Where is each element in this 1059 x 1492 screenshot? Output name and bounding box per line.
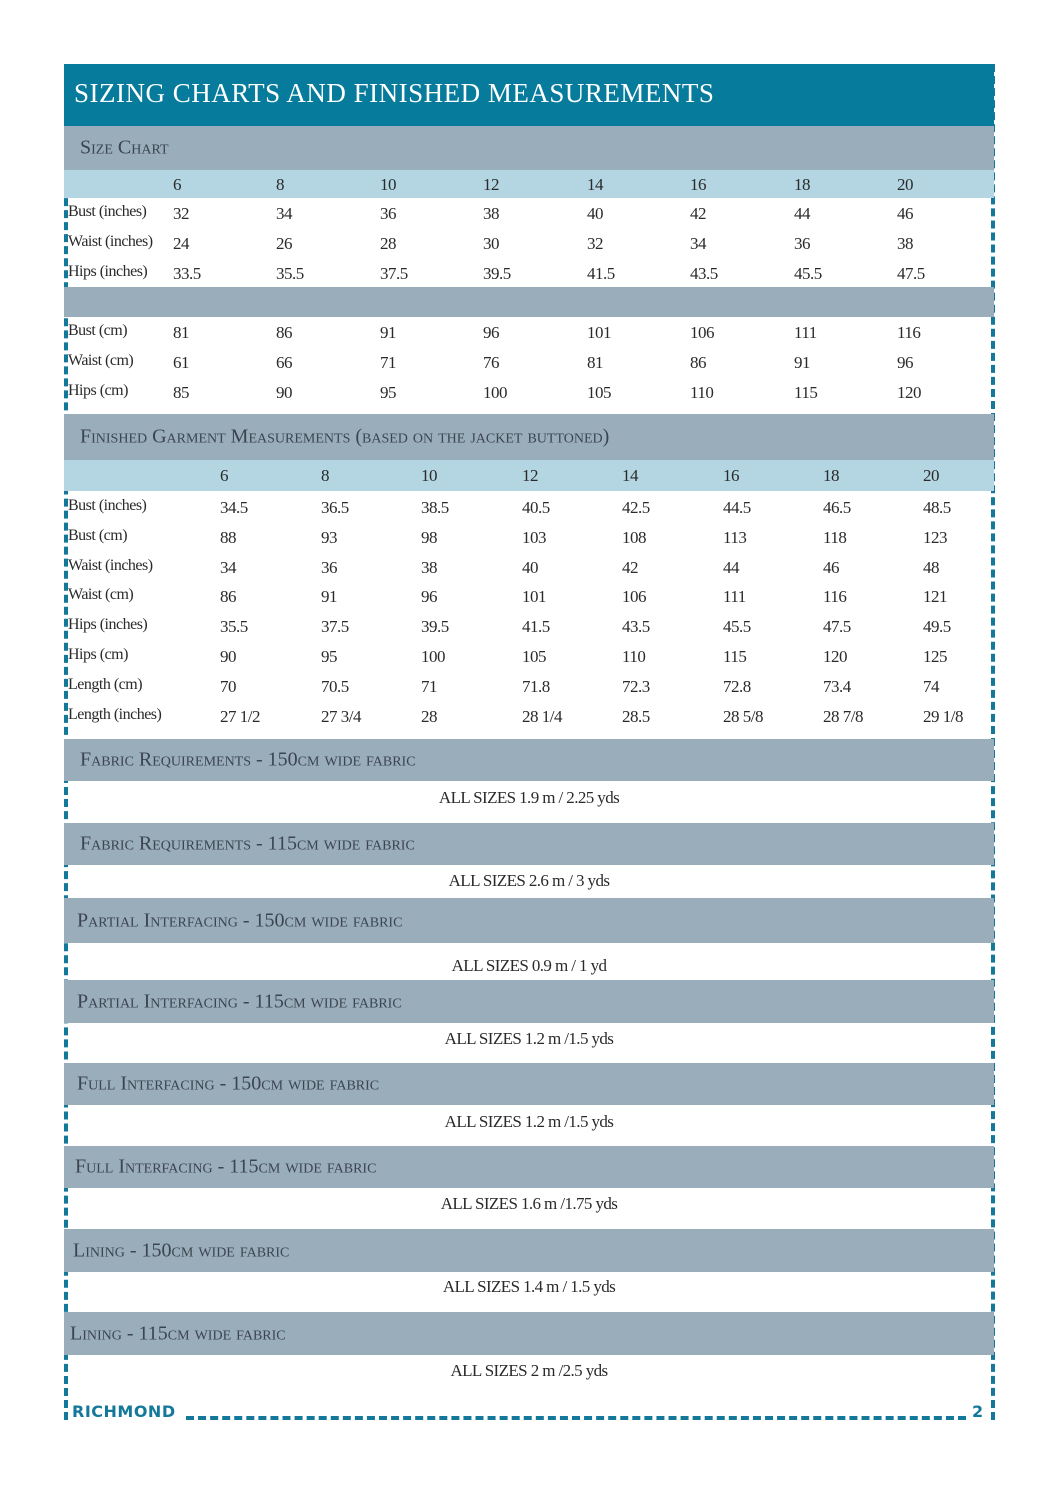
- row-label: Hips (inches): [68, 263, 148, 280]
- table-cell: 101: [587, 323, 611, 342]
- table-cell: 108: [622, 527, 646, 547]
- finished-heading-band: [64, 414, 994, 460]
- table-cell: 28: [421, 706, 437, 726]
- table-cell: 38: [897, 234, 913, 253]
- requirement-heading: Lining - 150cm wide fabric: [73, 1239, 290, 1261]
- page-title: SIZING CHARTS AND FINISHED MEASUREMENTS: [74, 78, 715, 108]
- table-cell: 40.5: [522, 498, 550, 517]
- table-cell: 116: [823, 587, 847, 607]
- table-cell: 120: [823, 647, 847, 666]
- frame-bottom-edge: [186, 1416, 966, 1420]
- table-cell: 34: [220, 557, 236, 577]
- table-cell: 47.5: [897, 264, 925, 283]
- table-cell: 85: [173, 383, 189, 402]
- size-chart-heading: Size Chart: [80, 136, 169, 159]
- table-cell: 96: [421, 587, 437, 607]
- page-number: 2: [972, 1402, 984, 1421]
- table-cell: 32: [173, 204, 189, 223]
- table-cell: 81: [173, 323, 189, 342]
- table-cell: 28 7/8: [823, 706, 863, 726]
- row-label: Waist (inches): [68, 556, 153, 574]
- table-cell: 96: [897, 353, 913, 372]
- row-label: Waist (cm): [68, 352, 134, 369]
- size-chart-heading-band: [64, 126, 994, 170]
- table-cell: 38: [421, 557, 437, 577]
- size-header-cell: 8: [276, 175, 284, 194]
- table-cell: 100: [483, 383, 507, 402]
- table-cell: 42: [690, 204, 706, 223]
- table-cell: 110: [622, 647, 646, 666]
- table-cell: 36: [321, 557, 337, 577]
- table-cell: 34: [276, 204, 292, 223]
- table-cell: 39.5: [483, 264, 511, 283]
- table-cell: 26: [276, 234, 292, 253]
- table-cell: 90: [220, 647, 236, 666]
- table-cell: 74: [923, 676, 939, 696]
- size-header-cell: 18: [823, 466, 839, 485]
- table-cell: 44: [723, 557, 739, 577]
- requirement-heading: Full Interfacing - 115cm wide fabric: [75, 1155, 377, 1178]
- size-header-cell: 14: [587, 175, 603, 194]
- table-cell: 39.5: [421, 617, 449, 637]
- table-cell: 35.5: [276, 264, 304, 283]
- table-cell: 42: [622, 557, 638, 577]
- table-cell: 81: [587, 353, 603, 372]
- row-label: Bust (cm): [68, 526, 128, 544]
- row-label: Bust (cm): [68, 322, 128, 339]
- requirement-heading: Full Interfacing - 150cm wide fabric: [77, 1072, 380, 1095]
- table-cell: 43.5: [690, 264, 718, 283]
- table-cell: 125: [923, 647, 947, 666]
- table-cell: 91: [321, 587, 337, 607]
- table-cell: 86: [690, 353, 706, 372]
- table-cell: 43.5: [622, 617, 650, 637]
- table-cell: 86: [276, 323, 292, 342]
- size-header-cell: 10: [380, 175, 396, 194]
- table-cell: 88: [220, 527, 236, 547]
- requirement-heading-band: [64, 1146, 994, 1188]
- requirement-heading: Partial Interfacing - 150cm wide fabric: [77, 909, 403, 931]
- table-cell: 44.5: [723, 498, 751, 517]
- table-cell: 46.5: [823, 498, 851, 517]
- table-cell: 24: [173, 234, 189, 253]
- requirement-heading: Fabric Requirements - 150cm wide fabric: [80, 748, 416, 771]
- table-cell: 91: [794, 353, 810, 372]
- table-cell: 61: [173, 353, 189, 372]
- requirement-value: ALL SIZES 2.6 m / 3 yds: [448, 871, 610, 890]
- size-header-cell: 8: [321, 466, 329, 485]
- table-cell: 98: [421, 527, 437, 547]
- size-header-cell: 20: [897, 175, 913, 194]
- requirement-value: ALL SIZES 1.2 m /1.5 yds: [444, 1112, 614, 1131]
- table-cell: 71: [380, 353, 396, 372]
- table-cell: 42.5: [622, 498, 650, 517]
- row-label: Hips (cm): [68, 646, 128, 663]
- table-cell: 37.5: [380, 264, 408, 283]
- requirement-value: ALL SIZES 2 m /2.5 yds: [450, 1361, 608, 1380]
- table-cell: 93: [321, 527, 337, 547]
- table-cell: 70: [220, 676, 236, 696]
- table-cell: 36: [794, 234, 810, 253]
- requirement-value: ALL SIZES 1.2 m /1.5 yds: [444, 1029, 614, 1048]
- table-cell: 29 1/8: [923, 706, 963, 726]
- requirement-heading-band: [64, 739, 994, 781]
- table-cell: 38.5: [421, 498, 449, 517]
- table-cell: 105: [587, 383, 611, 402]
- table-cell: 48.5: [923, 498, 951, 517]
- table-cell: 41.5: [522, 617, 550, 637]
- requirement-heading-band: [64, 1063, 994, 1105]
- size-header-cell: 12: [522, 466, 538, 485]
- requirement-heading-band: [64, 1312, 994, 1355]
- table-cell: 120: [897, 383, 921, 402]
- table-cell: 72.3: [622, 676, 650, 696]
- table-cell: 105: [522, 647, 546, 666]
- table-cell: 95: [321, 647, 337, 666]
- table-cell: 106: [690, 323, 714, 342]
- requirement-value: ALL SIZES 1.4 m / 1.5 yds: [442, 1277, 616, 1296]
- table-cell: 100: [421, 647, 445, 666]
- table-cell: 35.5: [220, 617, 248, 637]
- table-cell: 118: [823, 527, 847, 547]
- table-cell: 116: [897, 323, 921, 342]
- table-cell: 115: [723, 647, 747, 666]
- size-header-cell: 6: [220, 466, 228, 485]
- table-cell: 71.8: [522, 676, 550, 696]
- row-label: Hips (inches): [68, 616, 148, 634]
- table-cell: 28: [380, 234, 396, 253]
- table-cell: 45.5: [794, 264, 822, 283]
- table-cell: 73.4: [823, 676, 851, 696]
- table-cell: 38: [483, 204, 499, 223]
- table-cell: 47.5: [823, 617, 851, 637]
- table-cell: 86: [220, 587, 236, 607]
- table-cell: 76: [483, 353, 499, 372]
- table-cell: 34: [690, 234, 706, 253]
- table-cell: 37.5: [321, 617, 349, 637]
- row-label: Length (cm): [68, 675, 143, 693]
- row-label: Waist (inches): [68, 233, 153, 250]
- requirement-heading: Fabric Requirements - 115cm wide fabric: [80, 832, 415, 855]
- table-cell: 33.5: [173, 264, 201, 283]
- requirement-heading: Lining - 115cm wide fabric: [70, 1322, 286, 1344]
- table-cell: 46: [823, 557, 839, 577]
- table-cell: 30: [483, 234, 499, 253]
- table-cell: 103: [522, 527, 546, 547]
- table-cell: 41.5: [587, 264, 615, 283]
- finished-heading: Finished Garment Measurements (based on the jacket buttoned): [80, 425, 610, 448]
- table-cell: 48: [923, 557, 939, 577]
- richmond-logo: RICHMOND: [72, 1402, 176, 1421]
- table-cell: 106: [622, 587, 646, 607]
- size-chart-separator-band: [64, 287, 994, 317]
- table-cell: 32: [587, 234, 603, 253]
- table-cell: 36: [380, 204, 396, 223]
- table-cell: 71: [421, 676, 437, 696]
- table-cell: 44: [794, 204, 810, 223]
- table-cell: 34.5: [220, 498, 248, 517]
- table-cell: 111: [723, 587, 746, 607]
- requirement-heading: Partial Interfacing - 115cm wide fabric: [77, 990, 402, 1012]
- table-cell: 40: [587, 204, 603, 223]
- table-cell: 111: [794, 323, 817, 342]
- size-header-cell: 6: [173, 175, 181, 194]
- table-cell: 91: [380, 323, 396, 342]
- table-cell: 113: [723, 527, 747, 547]
- requirement-heading-band: [64, 980, 994, 1023]
- row-label: Waist (cm): [68, 586, 134, 604]
- table-cell: 70.5: [321, 676, 349, 696]
- size-header-cell: 18: [794, 175, 810, 194]
- table-cell: 28 5/8: [723, 706, 763, 726]
- requirement-value: ALL SIZES 0.9 m / 1 yd: [451, 956, 607, 975]
- table-cell: 28.5: [622, 706, 650, 726]
- size-header-cell: 10: [421, 466, 437, 485]
- table-cell: 49.5: [923, 617, 951, 637]
- table-cell: 27 3/4: [321, 706, 361, 726]
- table-cell: 90: [276, 383, 292, 402]
- size-chart-sizes-row: [64, 170, 994, 198]
- table-cell: 110: [690, 383, 714, 402]
- requirement-heading-band: [64, 898, 994, 943]
- table-cell: 28 1/4: [522, 706, 562, 726]
- size-header-cell: 16: [690, 175, 706, 194]
- title-bar: [64, 64, 994, 126]
- table-cell: 95: [380, 383, 396, 402]
- table-cell: 66: [276, 353, 292, 372]
- row-label: Length (inches): [68, 705, 162, 723]
- table-cell: 115: [794, 383, 818, 402]
- table-cell: 40: [522, 557, 538, 577]
- row-label: Bust (inches): [68, 203, 147, 220]
- size-header-cell: 16: [723, 466, 739, 485]
- size-header-cell: 20: [923, 466, 939, 485]
- requirement-heading-band: [64, 1229, 994, 1272]
- table-cell: 72.8: [723, 676, 751, 696]
- table-cell: 36.5: [321, 498, 349, 517]
- requirement-heading-band: [64, 823, 994, 865]
- table-cell: 46: [897, 204, 913, 223]
- table-cell: 96: [483, 323, 499, 342]
- size-header-cell: 14: [622, 466, 638, 485]
- table-cell: 121: [923, 587, 947, 607]
- table-cell: 101: [522, 587, 546, 607]
- row-label: Hips (cm): [68, 382, 128, 399]
- requirement-value: ALL SIZES 1.6 m /1.75 yds: [440, 1194, 618, 1213]
- table-cell: 27 1/2: [220, 706, 260, 726]
- row-label: Bust (inches): [68, 497, 147, 514]
- table-cell: 45.5: [723, 617, 751, 637]
- size-header-cell: 12: [483, 175, 499, 194]
- table-cell: 123: [923, 527, 947, 547]
- requirement-value: ALL SIZES 1.9 m / 2.25 yds: [438, 788, 620, 807]
